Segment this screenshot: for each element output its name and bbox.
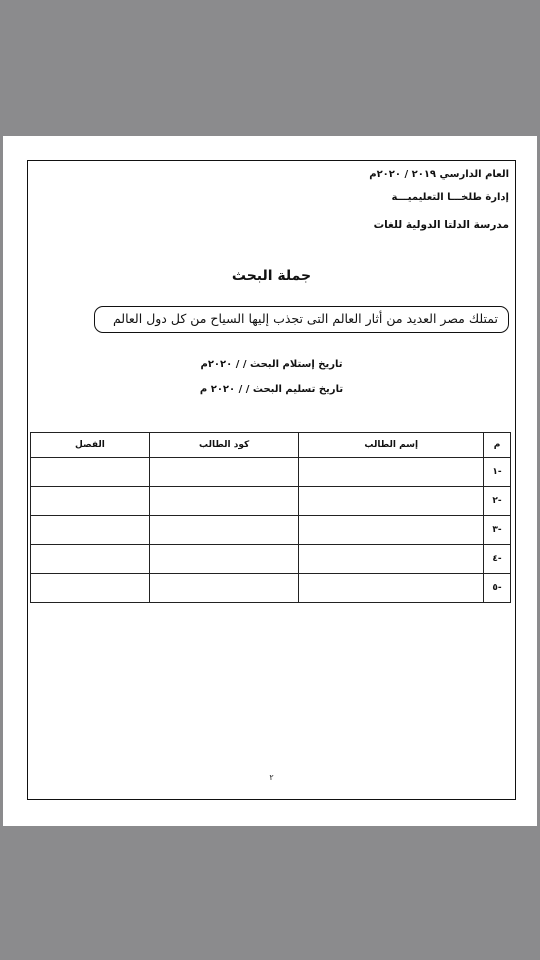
row-number: -٣: [484, 516, 511, 545]
student-code-cell: [149, 574, 299, 603]
class-cell: [31, 574, 150, 603]
receive-date-line: تاريخ إستلام البحث / / ٢٠٢٠م: [200, 359, 343, 370]
academic-year: العام الدارسي ٢٠١٩ / ٢٠٢٠م: [369, 169, 509, 180]
student-code-cell: [149, 487, 299, 516]
student-name-cell: [299, 574, 484, 603]
student-code-cell: [149, 516, 299, 545]
table-header-row: [31, 433, 511, 458]
research-topic-box: [94, 306, 509, 333]
row-number: -١: [484, 458, 511, 487]
document-page: [3, 136, 537, 826]
table-row: [31, 487, 511, 516]
class-cell: [31, 545, 150, 574]
student-name-cell: [299, 516, 484, 545]
document-title: جملة البحث: [231, 268, 312, 284]
school-name: مدرسة الدلتا الدولية للغات: [373, 219, 509, 231]
table-row: [31, 516, 511, 545]
column-header-number: م: [484, 433, 511, 458]
table-row: [31, 545, 511, 574]
column-header-class: الفصل: [31, 433, 150, 458]
student-code-cell: [149, 545, 299, 574]
research-topic-text: تمتلك مصر العديد من أثار العالم التى تجذب إليها السياح من كل دول العالم: [112, 311, 498, 326]
page-border: [27, 160, 516, 800]
column-header-student-name: إسم الطالب: [299, 433, 484, 458]
students-table: [30, 432, 511, 603]
class-cell: [31, 487, 150, 516]
submit-date-line: تاريخ تسليم البحث / / ٢٠٢٠ م: [199, 384, 344, 395]
student-name-cell: [299, 458, 484, 487]
administration-name: إدارة طلخـــا التعليميـــة: [391, 192, 509, 203]
row-number: -٢: [484, 487, 511, 516]
column-header-student-code: كود الطالب: [149, 433, 299, 458]
student-name-cell: [299, 487, 484, 516]
table-row: [31, 574, 511, 603]
student-name-cell: [299, 545, 484, 574]
row-number: -٥: [484, 574, 511, 603]
page-number: ٢: [269, 773, 274, 782]
student-code-cell: [149, 458, 299, 487]
row-number: -٤: [484, 545, 511, 574]
class-cell: [31, 458, 150, 487]
table-row: [31, 458, 511, 487]
class-cell: [31, 516, 150, 545]
